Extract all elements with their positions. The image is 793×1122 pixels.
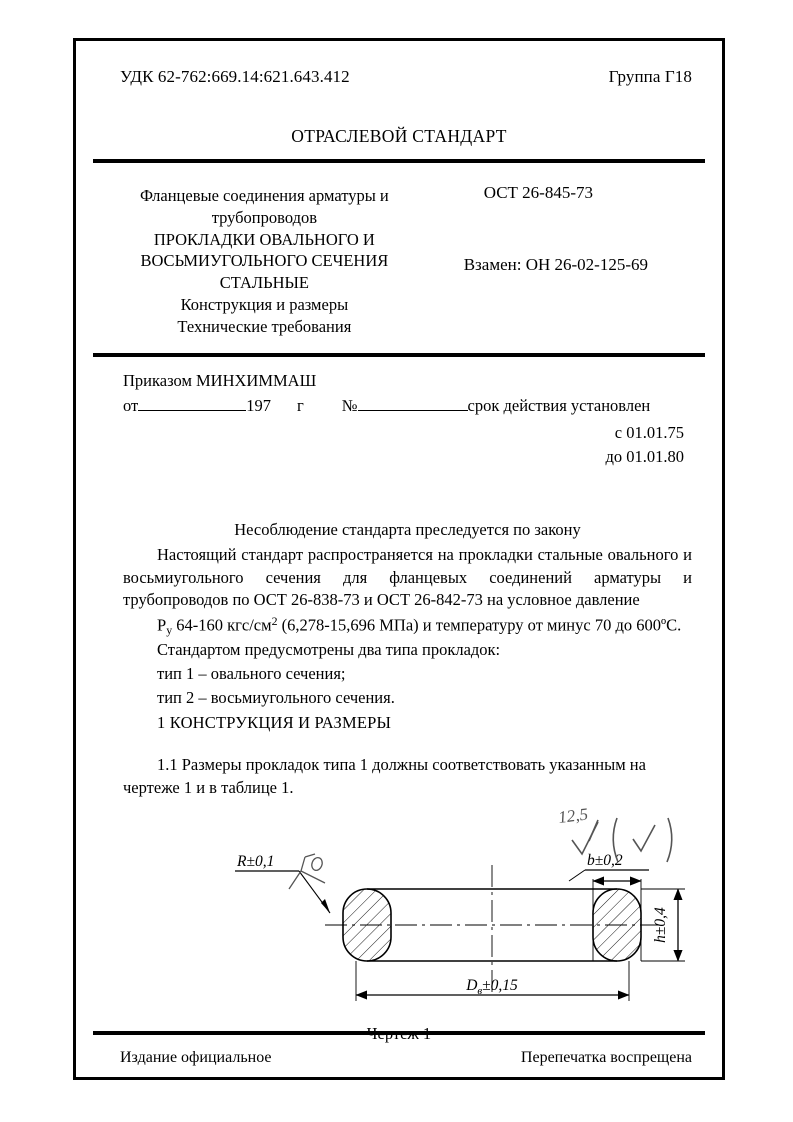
scope-paragraph bbox=[123, 544, 692, 612]
group-code: Группа Г18 bbox=[608, 67, 692, 86]
types-intro: Стандартом предусмотрены два типа прокладок: bbox=[157, 640, 501, 660]
title-line-5: СТАЛЬНЫЕ bbox=[219, 273, 309, 293]
decree-year-suffix: г bbox=[297, 395, 304, 415]
roughness-value-label: 12,5 bbox=[557, 804, 590, 827]
decree-year-prefix: 197 bbox=[246, 395, 271, 415]
title-line-2: трубопроводов bbox=[211, 207, 318, 227]
divider-rule-bottom bbox=[93, 1031, 705, 1035]
section-heading: 1 КОНСТРУКЦИЯ И РАЗМЕРЫ bbox=[157, 713, 392, 732]
scope-paragraph-text: Настоящий стандарт распространяется на прокладки стальные овального и восьмиугольного сечения для фланцевых соединений арматуры и трубопроводов по ОСТ 26-838-73 и ОСТ 26-842-73 на условное давление bbox=[123, 544, 692, 610]
decree-authority: Приказом МИНХИММАШ bbox=[123, 371, 317, 390]
divider-rule-top bbox=[93, 159, 705, 163]
pressure-exponent: 2 bbox=[271, 614, 278, 629]
width-dimension-label: b±0,2 bbox=[587, 852, 623, 869]
udk-code: УДК 62-762:669.14:621.643.412 bbox=[120, 67, 350, 86]
page-content bbox=[76, 41, 722, 1077]
title-line-1: Фланцевые соединения арматуры и bbox=[139, 186, 389, 205]
pressure-subscript: у bbox=[166, 623, 173, 638]
valid-from: с 01.01.75 bbox=[614, 422, 684, 442]
body-text bbox=[123, 519, 692, 710]
footer-right-text: Перепечатка воспрещена bbox=[520, 1049, 692, 1066]
pressure-line bbox=[123, 613, 692, 638]
diameter-dimension-label: $D_в\pm 0,15$ bbox=[466, 977, 518, 997]
decree-date-blank[interactable] bbox=[138, 410, 246, 411]
clause-1-1-text: 1.1 Размеры прокладок типа 1 должны соответствовать указанным на чертеже 1 и в таблице 1. bbox=[123, 755, 646, 798]
decree-date-line bbox=[123, 394, 692, 419]
title-block-designation bbox=[436, 171, 705, 349]
law-notice: Несоблюдение стандарта преследуется по закону bbox=[234, 520, 581, 539]
standard-number: ОСТ 26-845-73 bbox=[483, 183, 593, 202]
engineering-drawing bbox=[93, 791, 705, 1026]
replaces-standard: Взамен: ОН 26-02-125-69 bbox=[463, 255, 648, 274]
page-border-frame bbox=[73, 38, 725, 1080]
title-line-7: Технические требования bbox=[177, 316, 352, 336]
decree-from-label: от bbox=[123, 395, 139, 415]
pressure-range: 64-160 кгс/см bbox=[172, 615, 272, 635]
gasket-type-2: тип 2 – восьмиугольного сечения. bbox=[157, 687, 395, 707]
decree-validity-text: срок действия установлен bbox=[467, 395, 651, 415]
title-block bbox=[93, 171, 705, 349]
decree-number-blank[interactable] bbox=[358, 410, 468, 411]
udk-header-row bbox=[120, 67, 692, 87]
title-line-6: Конструкция и размеры bbox=[180, 294, 349, 314]
divider-rule-middle bbox=[93, 353, 705, 357]
valid-to: до 01.01.80 bbox=[605, 447, 684, 467]
height-dimension-label: h±0,4 bbox=[652, 907, 669, 943]
title-line-4: ВОСЬМИУГОЛЬНОГО СЕЧЕНИЯ bbox=[140, 251, 389, 271]
width-label-leader bbox=[569, 870, 585, 881]
page-footer bbox=[120, 1049, 692, 1067]
footer-left-text: Издание официальное bbox=[120, 1049, 272, 1066]
radius-dimension-label: R±0,1 bbox=[237, 853, 275, 870]
pressure-symbol: Р bbox=[157, 615, 167, 635]
pressure-remainder: (6,278-15,696 МПа) и температуру от минус 70 до 600ºС. bbox=[277, 615, 682, 635]
radius-leader-arrow bbox=[321, 899, 330, 913]
decree-block bbox=[123, 369, 692, 470]
title-line-3: ПРОКЛАДКИ ОВАЛЬНОГО И bbox=[153, 229, 375, 249]
gasket-type-1: тип 1 – овального сечения; bbox=[157, 664, 346, 684]
title-block-name bbox=[93, 171, 436, 349]
standard-kind-title: ОТРАСЛЕВОЙ СТАНДАРТ bbox=[291, 126, 507, 146]
decree-number-label: № bbox=[341, 395, 358, 415]
